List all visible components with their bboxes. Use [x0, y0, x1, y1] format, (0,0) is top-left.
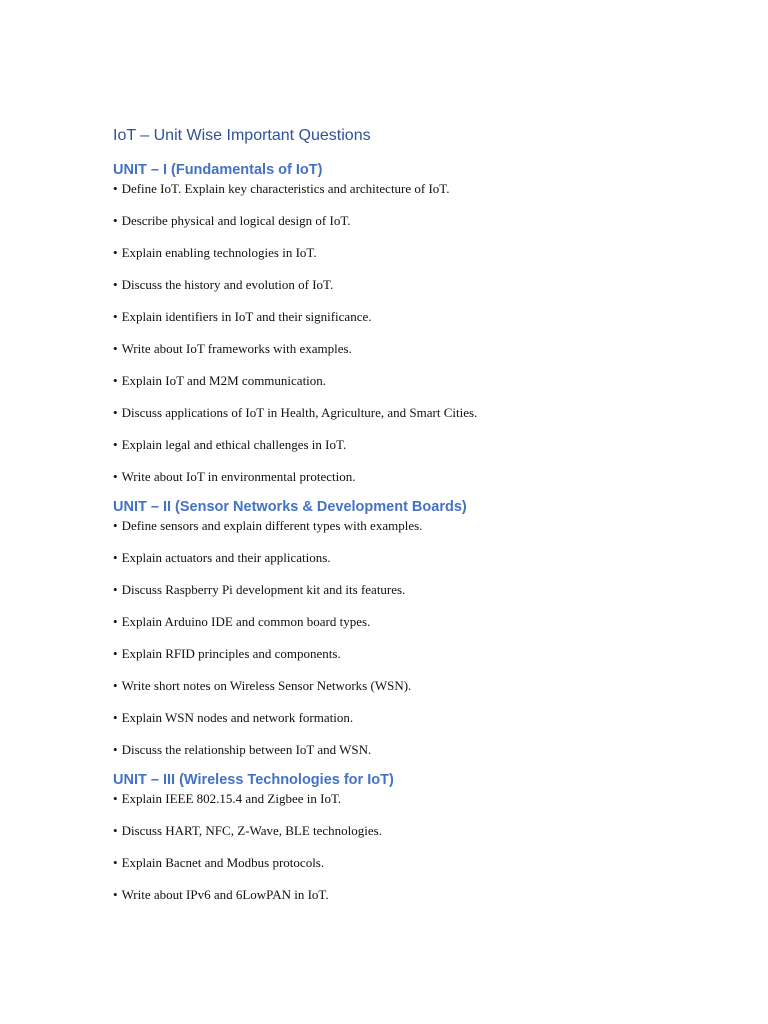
bullet-icon: • — [113, 823, 118, 838]
question-text: Discuss applications of IoT in Health, Agriculture, and Smart Cities. — [121, 405, 478, 420]
question-item — [113, 277, 733, 293]
question-text: Describe physical and logical design of IoT. — [121, 213, 351, 228]
bullet-icon: • — [113, 245, 118, 260]
question-item — [113, 823, 733, 839]
question-text: Explain enabling technologies in IoT. — [121, 245, 317, 260]
question-item — [113, 518, 733, 534]
unit-heading: UNIT – II (Sensor Networks & Development Boards) — [113, 499, 467, 515]
unit-section — [113, 159, 733, 485]
bullet-icon: • — [113, 678, 118, 693]
question-item — [113, 437, 733, 453]
question-text: Write about IoT in environmental protection. — [121, 469, 356, 484]
question-item — [113, 678, 733, 694]
question-text: Explain IEEE 802.15.4 and Zigbee in IoT. — [121, 791, 342, 806]
question-text: Write about IoT frameworks with examples. — [121, 341, 352, 356]
question-item — [113, 469, 733, 485]
bullet-icon: • — [113, 710, 118, 725]
question-item — [113, 405, 733, 421]
bullet-icon: • — [113, 437, 118, 452]
question-item — [113, 213, 733, 229]
question-item — [113, 309, 733, 325]
question-item — [113, 582, 733, 598]
question-item — [113, 855, 733, 871]
question-text: Define sensors and explain different types with examples. — [121, 518, 423, 533]
question-item — [113, 373, 733, 389]
bullet-icon: • — [113, 582, 118, 597]
unit-heading: UNIT – I (Fundamentals of IoT) — [113, 162, 323, 178]
bullet-icon: • — [113, 791, 118, 806]
question-text: Write short notes on Wireless Sensor Networks (WSN). — [121, 678, 412, 693]
question-item — [113, 614, 733, 630]
question-item — [113, 550, 733, 566]
bullet-icon: • — [113, 213, 118, 228]
question-item — [113, 181, 733, 197]
bullet-icon: • — [113, 855, 118, 870]
question-text: Explain IoT and M2M communication. — [121, 373, 327, 388]
question-item — [113, 341, 733, 357]
question-text: Discuss the history and evolution of IoT. — [121, 277, 334, 292]
question-item — [113, 646, 733, 662]
question-list — [113, 181, 733, 485]
question-text: Discuss Raspberry Pi development kit and its features. — [121, 582, 406, 597]
document-page — [113, 124, 733, 914]
question-item — [113, 742, 733, 758]
bullet-icon: • — [113, 614, 118, 629]
question-text: Define IoT. Explain key characteristics and architecture of IoT. — [121, 181, 450, 196]
question-item — [113, 245, 733, 261]
units-container — [113, 159, 733, 903]
question-text: Explain RFID principles and components. — [121, 646, 341, 661]
question-list — [113, 791, 733, 903]
question-text: Explain identifiers in IoT and their significance. — [121, 309, 372, 324]
question-text: Explain legal and ethical challenges in IoT. — [121, 437, 347, 452]
unit-heading: UNIT – III (Wireless Technologies for IoT) — [113, 772, 394, 788]
question-text: Explain Bacnet and Modbus protocols. — [121, 855, 325, 870]
question-text: Explain Arduino IDE and common board types. — [121, 614, 371, 629]
document-title: IoT – Unit Wise Important Questions — [113, 127, 371, 144]
question-item — [113, 791, 733, 807]
question-text: Explain actuators and their applications. — [121, 550, 331, 565]
question-text: Discuss HART, NFC, Z-Wave, BLE technologies. — [121, 823, 382, 838]
bullet-icon: • — [113, 518, 118, 533]
bullet-icon: • — [113, 341, 118, 356]
bullet-icon: • — [113, 742, 118, 757]
question-item — [113, 887, 733, 903]
bullet-icon: • — [113, 373, 118, 388]
bullet-icon: • — [113, 550, 118, 565]
bullet-icon: • — [113, 887, 118, 902]
bullet-icon: • — [113, 309, 118, 324]
unit-section — [113, 496, 733, 758]
question-item — [113, 710, 733, 726]
bullet-icon: • — [113, 469, 118, 484]
question-list — [113, 518, 733, 758]
question-text: Write about IPv6 and 6LowPAN in IoT. — [121, 887, 329, 902]
bullet-icon: • — [113, 405, 118, 420]
bullet-icon: • — [113, 181, 118, 196]
bullet-icon: • — [113, 277, 118, 292]
question-text: Explain WSN nodes and network formation. — [121, 710, 354, 725]
bullet-icon: • — [113, 646, 118, 661]
unit-section — [113, 769, 733, 903]
question-text: Discuss the relationship between IoT and WSN. — [121, 742, 372, 757]
